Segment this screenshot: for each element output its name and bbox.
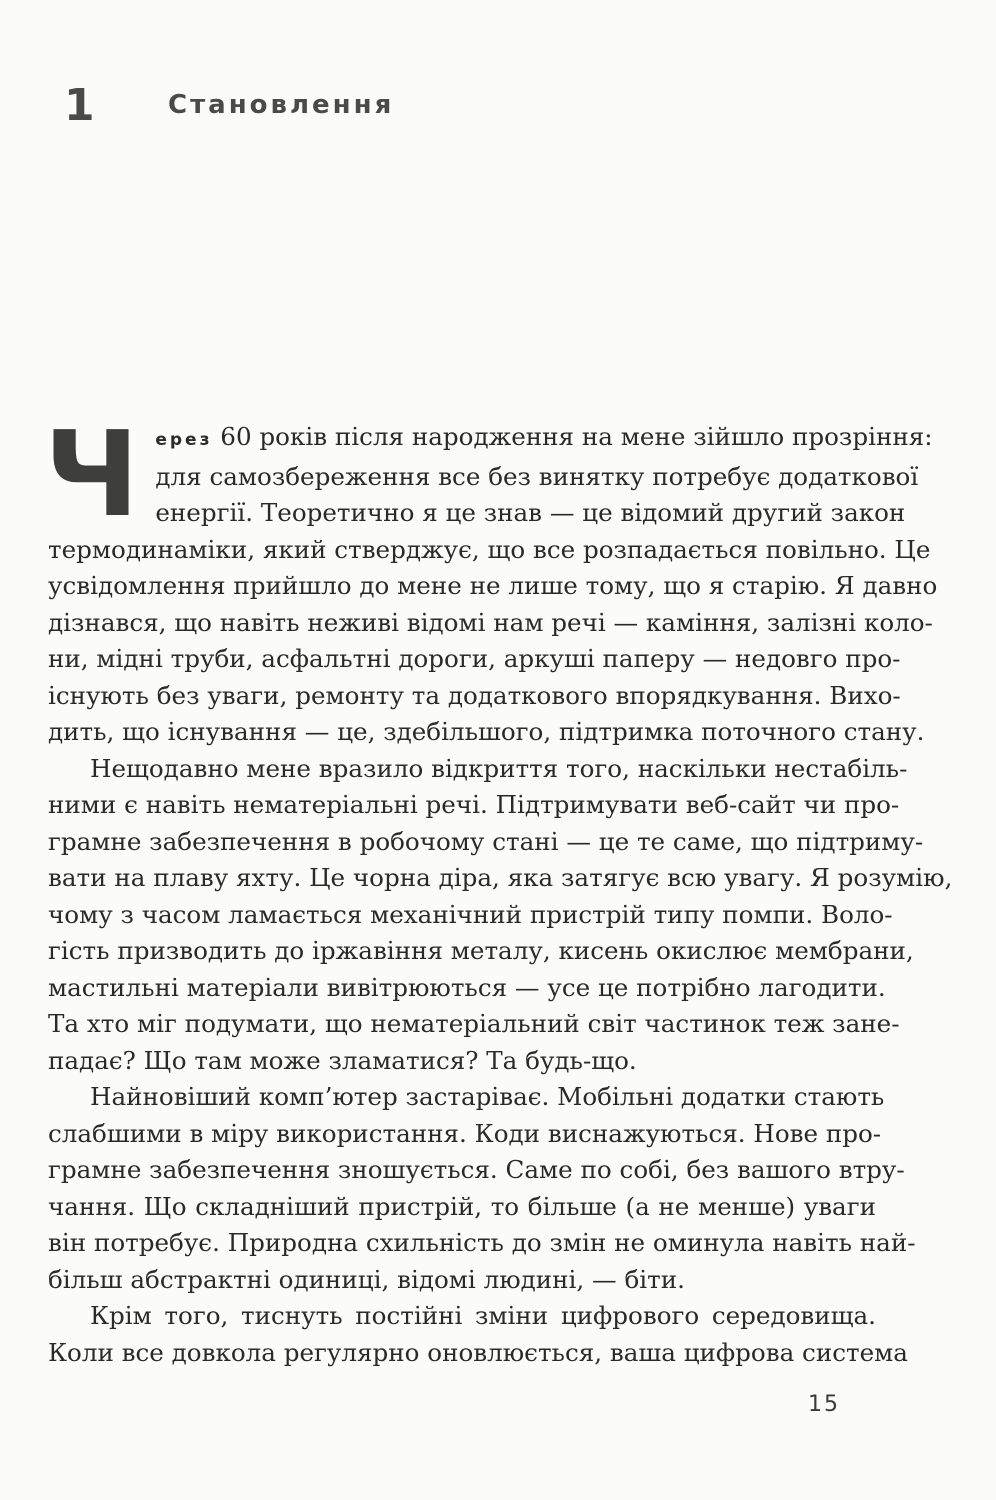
text-line: гість призводить до іржавіння металу, кисень окислює мембрани, <box>48 936 914 965</box>
text-line: ни, мідні труби, асфальтні дороги, аркуші паперу — недовго про- <box>48 644 901 673</box>
text-line: Найновіший комп’ютер застаріває. Мобільні додатки стають <box>90 1082 885 1111</box>
body-text <box>44 405 953 1371</box>
chapter-title: Становлення <box>168 90 395 120</box>
text-line: вати на плаву яхту. Це чорна діра, яка затягує всю увагу. Я розумію, <box>48 863 953 892</box>
text-line <box>48 419 933 459</box>
text-line: дізнався, що навіть неживі відомі нам речі — каміння, залізні коло- <box>48 607 933 637</box>
text-line: грамне забезпечення в робочому стані — це те саме, що підтриму- <box>48 826 924 856</box>
text-line: Нещодавно мене вразило відкриття того, наскільки нестабіль- <box>90 753 908 783</box>
text-line: для самозбереження все без винятку потребує додаткової <box>155 461 919 491</box>
text-line: він потребує. Природна схильність до змін не оминула навіть най- <box>48 1228 916 1257</box>
text-line: усвідомлення прийшло до мене не лише тому, що я старію. Я давно <box>48 571 938 600</box>
text-line: Крім того, тиснуть постійні зміни цифрового середовища. <box>90 1301 876 1330</box>
text-line: мастильні матеріали вивітрюються — усе це потрібно лагодити. <box>48 972 886 1002</box>
text-line: Та хто міг подумати, що нематеріальний світ частинок теж зане- <box>48 1009 900 1038</box>
text-line: грамне забезпечення зношується. Саме по собі, без вашого втру- <box>48 1155 905 1184</box>
text-line: існують без уваги, ремонту та додаткового впорядкування. Вихо- <box>48 680 901 710</box>
text-line: термодинаміки, який стверджує, що все розпадається повільно. Це <box>48 534 931 564</box>
text-line: Коли все довкола регулярно оновлюється, ваша цифрова система <box>48 1337 908 1367</box>
paragraph-4 <box>48 1298 908 1371</box>
text-line-rest: 60 років після народження на мене зійшло прозріння: <box>220 422 933 451</box>
paragraph-3 <box>48 1079 916 1298</box>
paragraph-2 <box>48 751 953 1080</box>
text-line: дить, що існування — це, здебільшого, підтримка поточного стану. <box>48 717 925 746</box>
text-line: ними є навіть нематеріальні речі. Підтримувати веб-сайт чи про- <box>48 790 900 819</box>
paragraph-1 <box>44 405 938 751</box>
text-line: чому з часом ламається механічний пристрій типу помпи. Воло- <box>48 899 893 929</box>
chapter-heading <box>64 80 394 130</box>
text-line: більш абстрактні одиниці, відомі людині, — біти. <box>48 1264 685 1294</box>
drop-cap: Ч <box>44 405 140 543</box>
text-line: чання. Що складніший пристрій, то більше (а не менше) уваги <box>48 1191 876 1221</box>
lead-smallcaps: ерез <box>155 430 213 450</box>
chapter-number: 1 <box>64 79 95 131</box>
text-line: слабшими в міру використання. Коди виснажуються. Нове про- <box>48 1118 882 1148</box>
text-line: енергії. Теоретично я це знав — це відомий другий закон <box>155 498 906 527</box>
page-number: 15 <box>808 1392 840 1417</box>
text-line: падає? Що там може зламатися? Та будь-що. <box>48 1045 637 1075</box>
